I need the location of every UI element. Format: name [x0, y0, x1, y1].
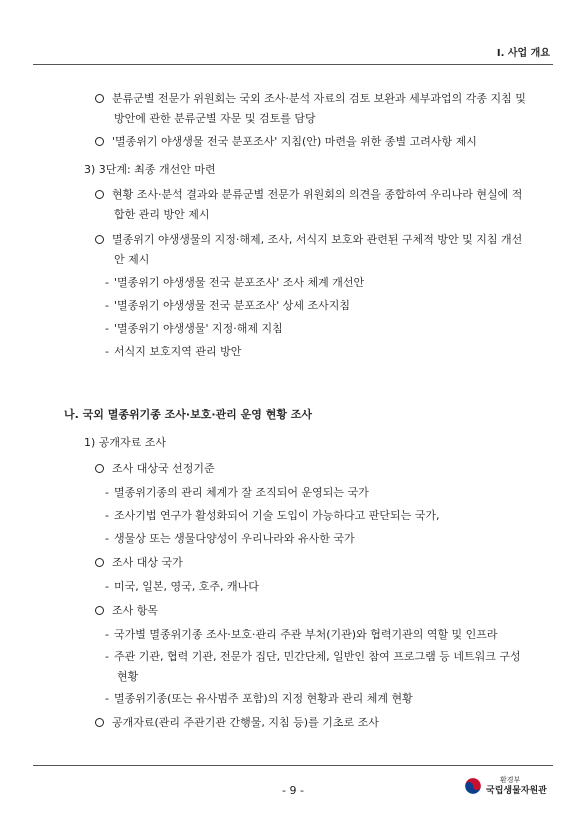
- dash-item: - 멸종위기종의 관리 체계가 잘 조직되어 운영되는 국가: [105, 486, 369, 499]
- bullet-item: 조사 항목: [95, 604, 158, 618]
- bullet-continuation: 합한 관리 방안 제시: [114, 208, 210, 221]
- header-rule: [33, 64, 553, 65]
- dash-bullet: -: [105, 486, 109, 499]
- dash-bullet: -: [105, 580, 109, 593]
- dash-bullet: -: [105, 532, 109, 545]
- header-section-title: Ⅰ. 사업 개요: [496, 48, 550, 59]
- dash-item: - '멸종위기 야생생물 전국 분포조사' 상세 조사지침: [105, 299, 351, 312]
- dash-item: - 미국, 일본, 영국, 호주, 캐나다: [105, 580, 259, 593]
- logo-ministry-text: 환경부: [500, 776, 521, 784]
- circle-bullet-icon: [95, 558, 104, 567]
- bullet-item: 현황 조사·분석 결과와 분류군별 전문가 위원회의 의견을 종합하여 우리나라 현실에 적: [95, 188, 522, 202]
- dash-bullet: -: [105, 509, 109, 522]
- circle-bullet-icon: [95, 190, 104, 199]
- section-heading: 나. 국외 멸종위기종 조사·보호·관리 운영 현황 조사: [64, 408, 313, 421]
- bullet-continuation: 안 제시: [114, 253, 150, 266]
- dash-item: - 주관 기관, 협력 기관, 전문가 집단, 민간단체, 일반인 참여 프로그램 등 네트워크 구성: [105, 650, 521, 663]
- circle-bullet-icon: [95, 94, 104, 103]
- dash-item: - 생물상 또는 생물다양성이 우리나라와 유사한 국가: [105, 532, 355, 545]
- dash-item: - '멸종위기 야생생물 전국 분포조사' 조사 체계 개선안: [105, 276, 365, 289]
- dash-item: - 국가별 멸종위기종 조사·보호·관리 주관 부처(기관)와 협력기관의 역할 및 인프라: [105, 628, 498, 641]
- bullet-item: '멸종위기 야생생물 전국 분포조사' 지침(안) 마련을 위한 종별 고려사항 제시: [95, 135, 477, 149]
- dash-continuation: 현황: [117, 670, 139, 683]
- dash-bullet: -: [105, 692, 109, 705]
- dash-item: - 서식지 보호지역 관리 방안: [105, 345, 242, 358]
- dash-bullet: -: [105, 299, 109, 312]
- subsection-heading: 1) 공개자료 조사: [84, 436, 167, 449]
- dash-bullet: -: [105, 322, 109, 335]
- bullet-item: 멸종위기 야생생물의 지정·해제, 조사, 서식지 보호와 관련된 구체적 방안 및 지침 개선: [95, 233, 522, 247]
- logo-institute-text: 국립생물자원관: [486, 786, 547, 796]
- subsection-heading: 3) 3단계: 최종 개선안 마련: [84, 163, 216, 176]
- dash-bullet: -: [105, 345, 109, 358]
- bullet-item: 조사 대상 국가: [95, 556, 183, 570]
- dash-bullet: -: [105, 628, 109, 641]
- circle-bullet-icon: [95, 137, 104, 146]
- dash-bullet: -: [105, 276, 109, 289]
- bullet-item: 분류군별 전문가 위원회는 국외 조사·분석 자료의 검토 보완과 세부과업의 각종 지침 및: [95, 92, 526, 106]
- dash-item: - 멸종위기종(또는 유사범주 포함)의 지정 현황과 관리 체계 현황: [105, 692, 413, 705]
- bullet-continuation: 방안에 관한 분류군별 자문 및 검토를 담당: [114, 112, 316, 125]
- circle-bullet-icon: [95, 606, 104, 615]
- taegeuk-logo-icon: [464, 777, 482, 795]
- dash-item: - '멸종위기 야생생물' 지정·해제 지침: [105, 322, 283, 335]
- circle-bullet-icon: [95, 718, 104, 727]
- circle-bullet-icon: [95, 235, 104, 244]
- circle-bullet-icon: [95, 464, 104, 473]
- dash-item: - 조사기법 연구가 활성화되어 기술 도입이 가능하다고 판단되는 국가,: [105, 509, 440, 522]
- bullet-item: 조사 대상국 선정기준: [95, 462, 215, 476]
- bullet-item: 공개자료(관리 주관기관 간행물, 지침 등)를 기초로 조사: [95, 716, 379, 730]
- dash-bullet: -: [105, 650, 109, 663]
- footer-rule: [33, 765, 553, 766]
- ministry-logo: [464, 775, 547, 797]
- page-number: - 9 -: [282, 784, 304, 797]
